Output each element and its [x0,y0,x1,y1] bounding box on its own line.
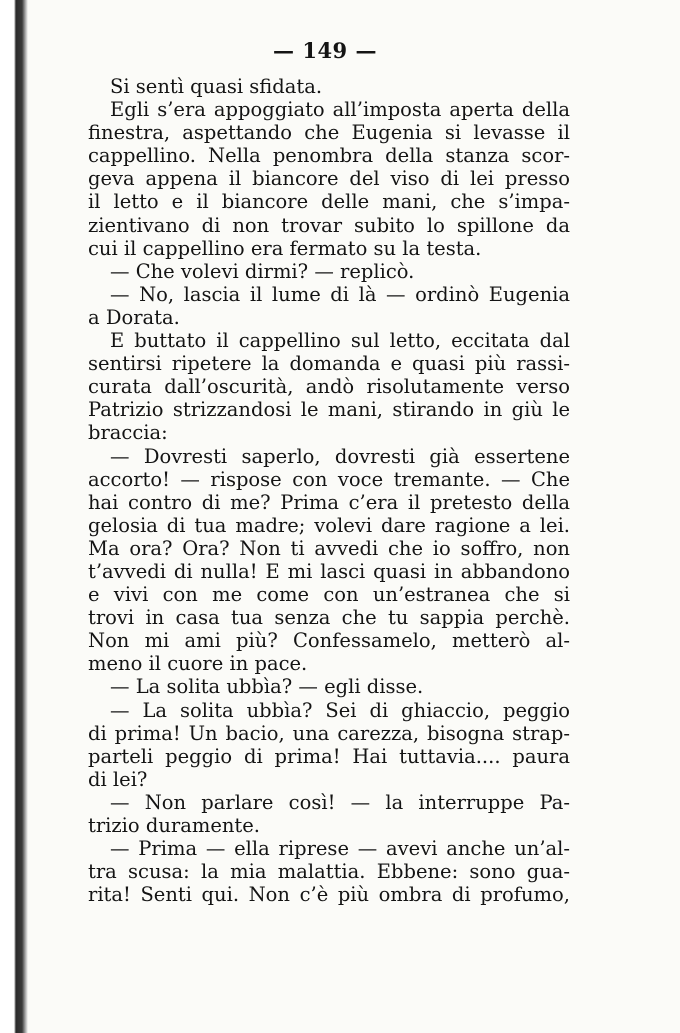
text-line: sentirsi ripetere la domanda e quasi più rassi- [88,352,570,376]
text-line: — La solita ubbìa? Sei di ghiaccio, peggio [110,698,570,722]
text-line: di lei? [88,767,148,791]
text-line: di prima! Un bacio, una carezza, bisogna strap- [88,721,570,745]
text-line: zientivano di non trovar subito lo spillone da [88,213,570,237]
text-line: il letto e il biancore delle mani, che s’impa- [88,190,570,214]
text-line: — Non parlare così! — la interruppe Pa- [110,790,570,814]
text-line: — La solita ubbìa? — egli disse. [110,675,424,699]
text-line: E buttato il cappellino sul letto, eccitata dal [110,329,570,353]
text-line: gelosia di tua madre; volevi dare ragione a lei. [88,513,570,537]
text-line: accorto! — rispose con voce tremante. — Che [88,467,570,491]
text-line: — Che volevi dirmi? — replicò. [110,259,415,283]
text-line: trizio duramente. [88,814,260,837]
text-line: cappellino. Nella penombra della stanza scor- [88,144,570,168]
text-line: — Dovresti saperlo, dovresti già essertene [110,444,570,468]
text-line: tra scusa: la mia malattia. Ebbene: sono gua- [88,860,570,884]
text-line: curata dall’oscurità, andò risolutamente verso [88,375,570,399]
text-line: hai contro di me? Prima c’era il pretesto della [88,490,570,514]
text-line: e vivi con me come con un’estranea che si [88,583,570,607]
text-line: Non mi ami più? Confessamelo, metterò al- [88,629,570,653]
text-line: Egli s’era appoggiato all’imposta aperta della [110,98,570,122]
text-line: Patrizio strizzandosi le mani, stirando in giù le [88,398,570,422]
text-line: cui il cappellino era fermato su la testa. [88,236,482,260]
body-text [88,75,570,906]
text-line: finestra, aspettando che Eugenia si levasse il [88,121,570,145]
text-line: Ma ora? Ora? Non ti avvedi che io soffro, non [88,536,570,560]
text-line: rita! Senti qui. Non c’è più ombra di profumo, [88,883,570,907]
text-line: — Prima — ella riprese — avevi anche un’al- [110,837,570,861]
text-line: trovi in casa tua senza che tu sappia perchè. [88,606,570,630]
text-line: Si sentì quasi sfidata. [110,75,323,98]
text-line: t’avvedi di nulla! E mi lasci quasi in abbandono [88,559,570,583]
page-number: — 149 — [273,38,377,63]
page-binding-edge [0,0,28,1033]
text-line: — No, lascia il lume di là — ordinò Eugenia [110,282,570,306]
text-line: parteli peggio di prima! Hai tuttavia.... paura [88,744,570,768]
text-line: a Dorata. [88,305,180,329]
text-line: braccia: [88,421,168,445]
text-line: geva appena il biancore del viso di lei presso [88,167,570,191]
text-line: meno il cuore in pace. [88,652,308,676]
